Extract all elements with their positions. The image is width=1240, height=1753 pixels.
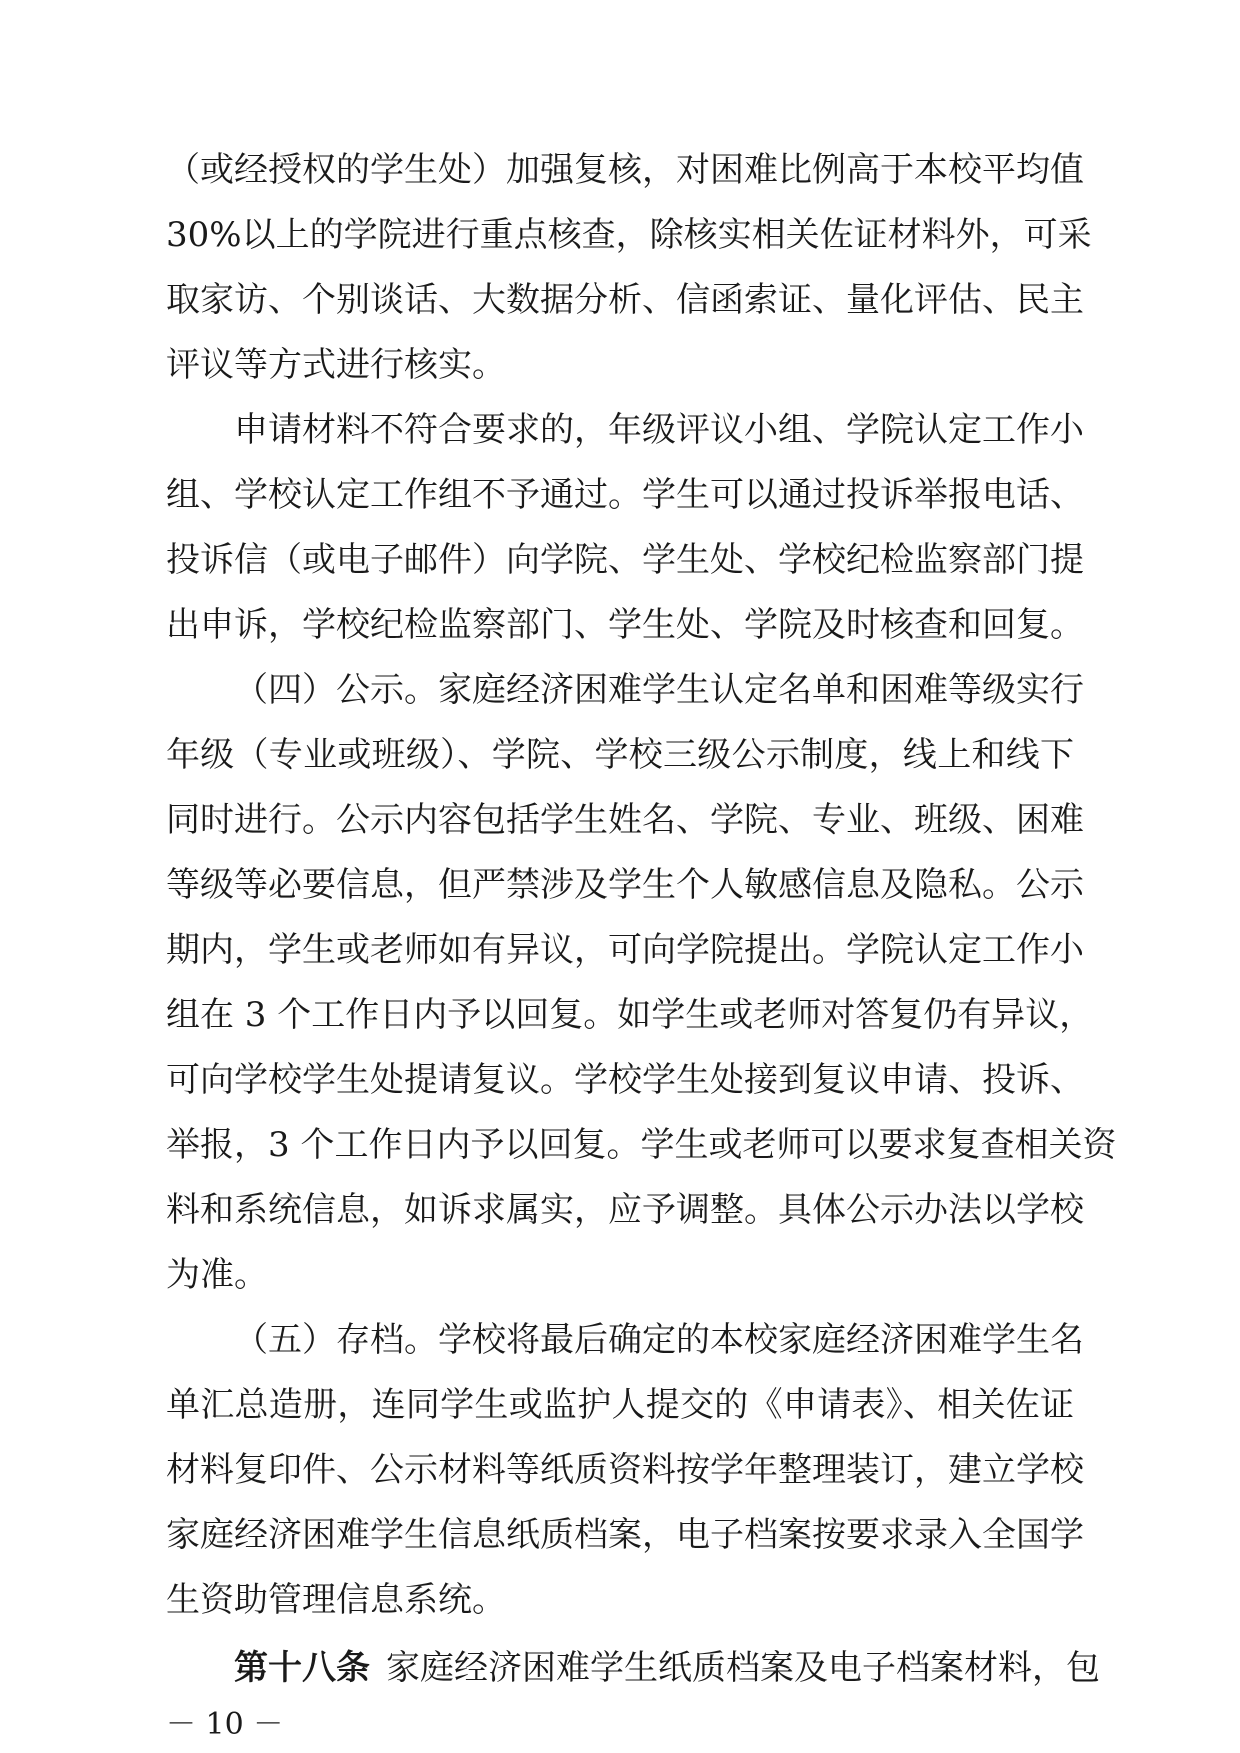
body-line: 家庭经济困难学生信息纸质档案，电子档案按要求录入全国学 [166,1515,1084,1555]
body-line: 同时进行。公示内容包括学生姓名、学院、专业、班级、困难 [166,800,1084,840]
body-line: 组、学校认定工作组不予通过。学生可以通过投诉举报电话、 [166,475,1084,515]
body-line: （或经授权的学生处）加强复核，对困难比例高于本校平均值 [166,150,1084,190]
body-line: 出申诉，学校纪检监察部门、学生处、学院及时核查和回复。 [166,605,1084,645]
body-line: 等级等必要信息，但严禁涉及学生个人敏感信息及隐私。公示 [166,865,1084,905]
article-label: 第十八条 [234,1648,370,1688]
body-line: 评议等方式进行核实。 [166,345,506,385]
body-line: 生资助管理信息系统。 [166,1580,506,1620]
article-line [234,1638,1100,1698]
body-line: 取家访、个别谈话、大数据分析、信函索证、量化评估、民主 [166,280,1084,320]
body-line: 单汇总造册，连同学生或监护人提交的《申请表》、相关佐证 [166,1385,1074,1425]
body-line: 30%以上的学院进行重点核查，除核实相关佐证材料外，可采 [166,215,1092,255]
paragraph-first-line: （五）存档。学校将最后确定的本校家庭经济困难学生名 [234,1320,1084,1360]
body-line: 年级（专业或班级）、学院、学校三级公示制度，线上和线下 [166,735,1074,775]
body-line: 举报，3 个工作日内予以回复。学生或老师可以要求复查相关资 [166,1125,1117,1165]
body-line: 投诉信（或电子邮件）向学院、学生处、学校纪检监察部门提 [166,540,1084,580]
page-number: － 10 － [166,1707,284,1742]
body-line: 组在 3 个工作日内予以回复。如学生或老师对答复仍有异议， [166,995,1094,1035]
paragraph-first-line: 申请材料不符合要求的，年级评议小组、学院认定工作小 [234,410,1084,450]
body-line: 材料复印件、公示材料等纸质资料按学年整理装订，建立学校 [166,1450,1084,1490]
paragraph-first-line: （四）公示。家庭经济困难学生认定名单和困难等级实行 [234,670,1084,710]
article-text: 家庭经济困难学生纸质档案及电子档案材料，包 [386,1648,1100,1688]
body-line: 可向学校学生处提请复议。学校学生处接到复议申请、投诉、 [166,1060,1084,1100]
body-line: 期内，学生或老师如有异议，可向学院提出。学院认定工作小 [166,930,1084,970]
body-line: 为准。 [166,1255,268,1295]
body-line: 料和系统信息，如诉求属实，应予调整。具体公示办法以学校 [166,1190,1084,1230]
